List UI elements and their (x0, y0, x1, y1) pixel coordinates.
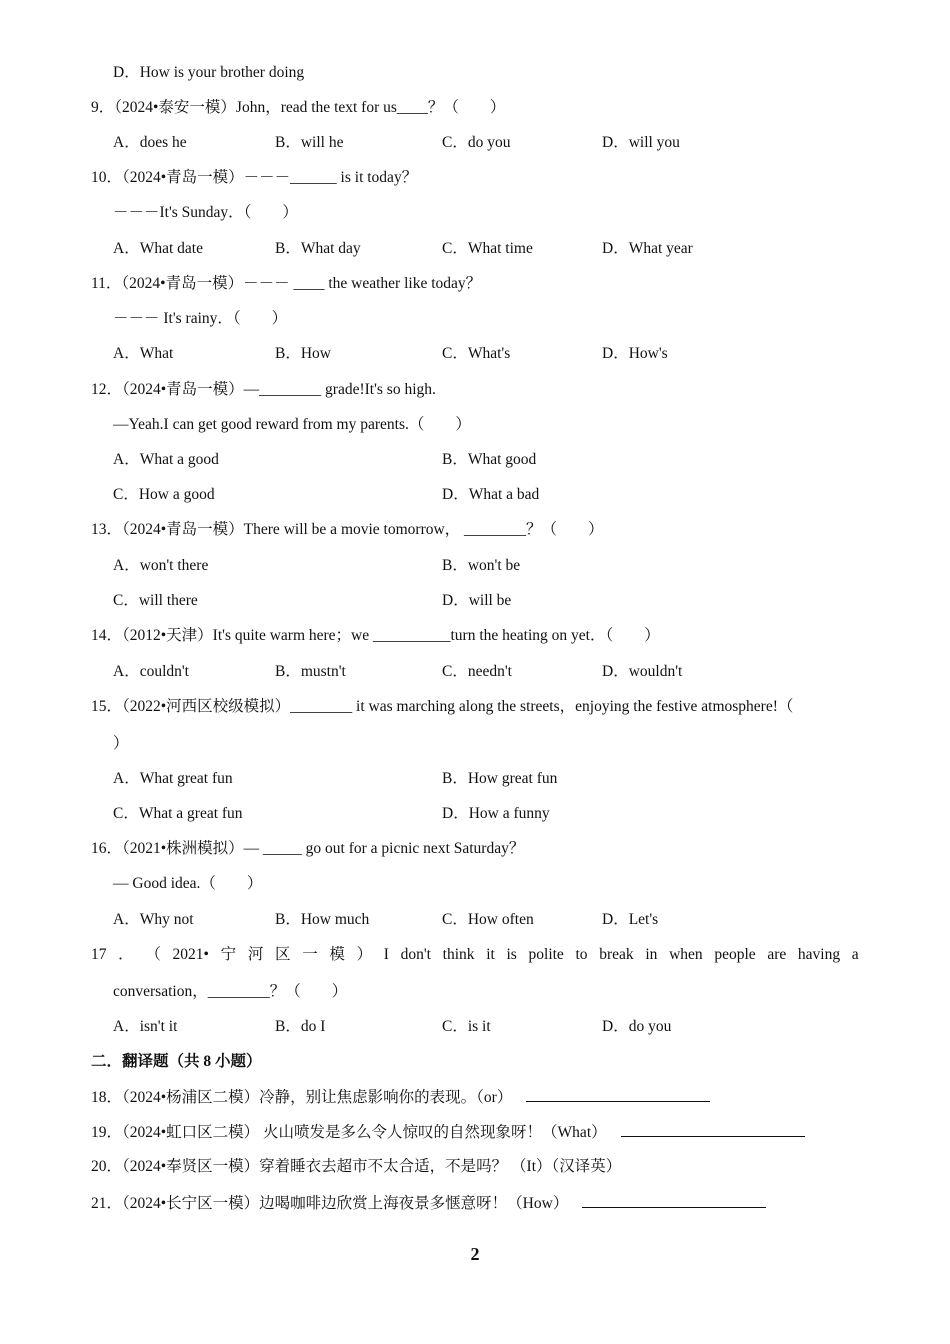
q17-stem (91, 945, 859, 965)
q12-option-c: C．How a good (113, 486, 215, 503)
q17-option-c: C．is it (442, 1018, 491, 1035)
q14-option-a: A．couldn't (113, 663, 189, 680)
q18-stem (91, 1087, 710, 1108)
q17-option-b: B．do I (275, 1018, 326, 1035)
q16-option-d: D．Let's (602, 911, 659, 928)
q14-option-b: B．mustn't (275, 663, 346, 680)
q17-word: are (767, 946, 787, 963)
q17-stem-continued: conversation，________？（ ） (113, 983, 348, 1000)
q13-stem: 13．（2024•青岛一模）There will be a movie tomorrow， ________？（ ） (91, 521, 604, 538)
q17-word: is (506, 946, 517, 963)
q16-option-a: A．Why not (113, 911, 194, 928)
q15-stem-continued: ） (113, 735, 129, 752)
q17-word: （ (145, 946, 161, 963)
q17-word: it (486, 946, 495, 963)
q13-option-b: B．won't be (442, 557, 521, 574)
q10-stem: 10．（2024•青岛一模）－－－______ is it today？ (91, 169, 418, 186)
q21-text: 21．（2024•长宁区一模）边喝咖啡边欣赏上海夜景多惬意呀！（How） (91, 1195, 569, 1212)
q13-option-c: C．will there (113, 592, 198, 609)
q13-option-d: D．will be (442, 592, 512, 609)
q12-stem: 12．（2024•青岛一模）—________ grade!It's so high. (91, 381, 436, 398)
q17-word: polite (528, 946, 564, 963)
q16-option-c: C．How often (442, 911, 534, 928)
q10-option-a: A．What date (113, 240, 203, 257)
q19-stem (91, 1122, 805, 1143)
q17-word: 模 (329, 946, 345, 963)
q11-stem: 11．（2024•青岛一模）－－－ ____ the weather like today？ (91, 275, 482, 292)
q19-answer-line[interactable] (621, 1122, 805, 1137)
q14-stem: 14．（2012•天津）It's quite warm here；we __________turn the heating on yet．（ ） (91, 627, 660, 644)
q11-option-d: D．How's (602, 345, 668, 362)
q10-option-c: C．What time (442, 240, 533, 257)
q17-word: when (669, 946, 703, 963)
q17-word: 2021• (172, 946, 209, 963)
q9-option-c: C．do you (442, 134, 511, 151)
q15-option-d: D．How a funny (442, 805, 550, 822)
q14-option-c: C．needn't (442, 663, 512, 680)
q17-word: 一 (302, 946, 318, 963)
q16-stem: 16．（2021•株洲模拟）— _____ go out for a picnic next Saturday？ (91, 840, 525, 857)
q15-option-a: A．What great fun (113, 770, 233, 787)
q9-stem: 9．（2024•泰安一模）John，read the text for us____？（ ） (91, 99, 506, 116)
q9-option-a: A．does he (113, 134, 187, 151)
q17-word: don't (400, 946, 431, 963)
q17-word: ） (356, 946, 373, 963)
q17-word: I (383, 946, 389, 963)
q17-word: break (599, 946, 634, 963)
q21-stem (91, 1193, 766, 1214)
q10-option-b: B．What day (275, 240, 361, 257)
q17-word: having (797, 946, 841, 963)
q10-option-d: D．What year (602, 240, 693, 257)
q15-stem: 15．（2022•河西区校级模拟）________ it was marching along the streets，enjoying the festive atmosphere!（ (91, 698, 794, 715)
q17-word: ． (118, 946, 134, 963)
q18-text: 18．（2024•杨浦区二模）冷静，别让焦虑影响你的表现。（or） (91, 1089, 513, 1106)
q17-option-a: A．isn't it (113, 1018, 178, 1035)
q15-option-c: C．What a great fun (113, 805, 243, 822)
q17-word: 河 (247, 946, 264, 963)
q17-word: 17 (91, 946, 107, 963)
q11-option-c: C．What's (442, 345, 511, 362)
q17-word: 区 (275, 946, 291, 963)
q16-option-b: B．How much (275, 911, 370, 928)
q12-option-a: A．What a good (113, 451, 219, 468)
q18-answer-line[interactable] (526, 1087, 710, 1102)
q11-option-a: A．What (113, 345, 174, 362)
q12-option-b: B．What good (442, 451, 537, 468)
q16-reply: — Good idea.（ ） (113, 875, 263, 892)
section-title: 二．翻译题（共 8 小题） (91, 1053, 262, 1070)
q19-text: 19．（2024•虹口区二模） 火山喷发是多么令人惊叹的自然现象呀！（What） (91, 1124, 607, 1141)
q14-option-d: D．wouldn't (602, 663, 683, 680)
q11-option-b: B．How (275, 345, 331, 362)
q13-option-a: A．won't there (113, 557, 209, 574)
q17-word: a (851, 946, 859, 963)
page-number: 2 (470, 1244, 480, 1264)
q11-reply: －－－ It's rainy．（ ） (113, 310, 288, 327)
q17-word: in (645, 946, 658, 963)
q17-word: 宁 (220, 946, 237, 963)
q9-option-b: B．will he (275, 134, 344, 151)
q9-option-d: D．will you (602, 134, 680, 151)
q10-reply: －－－It's Sunday．（ ） (113, 204, 298, 221)
q17-option-d: D．do you (602, 1018, 672, 1035)
q21-answer-line[interactable] (582, 1193, 766, 1208)
q17-word: to (575, 946, 588, 963)
q17-word: people (714, 946, 756, 963)
q12-option-d: D．What a bad (442, 486, 540, 503)
q15-option-b: B．How great fun (442, 770, 558, 787)
q20-stem: 20．（2024•奉贤区一模）穿着睡衣去超市不太合适，不是吗？ （It）（汉译英） (91, 1158, 622, 1175)
q8-option-d: D．How is your brother doing (113, 64, 305, 81)
q17-word: think (442, 946, 475, 963)
q12-reply: —Yeah.I can get good reward from my parents.（ ） (113, 416, 471, 433)
